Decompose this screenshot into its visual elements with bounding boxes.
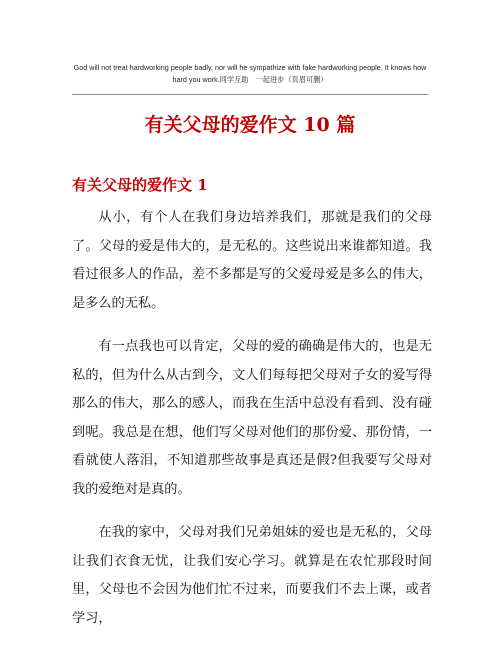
- body-text: [72, 204, 432, 648]
- header-divider: [72, 94, 428, 95]
- paragraph: 有一点我也可以肯定，父母的爱的确确是伟大的，也是无私的，但为什么从古到今，文人们每每把父母对子女的爱写得那么的伟大，那么的感人，而我在生活中总没有看到、没有碰到呢。我总是在想，他们写父母对他们的那份爱、那份情，一看就使人落泪，不知道那些故事是真还是假?但我要写父母对我的爱绝对是真的。: [72, 339, 432, 497]
- page-header-note: God will not treat hardworking people badly, nor will he sympathize with fake hardworking people. It knows how hard you work.同学互助 一起进步（页眉可删）: [73, 63, 427, 84]
- section-heading: 有关父母的爱作文 1: [72, 176, 208, 194]
- paragraph: 在我的家中，父母对我们兄弟姐妹的爱也是无私的，父母让我们衣食无忧，让我们安心学习。就算是在农忙那段时间里，父母也不会因为他们忙不过来，而要我们不去上课，或者学习，: [72, 525, 432, 626]
- paragraph: 从小，有个人在我们身边培养我们，那就是我们的父母了。父母的爱是伟大的，是无私的。这些说出来谁都知道。我看过很多人的作品，差不多都是写的父爱母爱是多么的伟大，是多么的无私。: [72, 210, 432, 311]
- document-title: 有关父母的爱作文 10 篇: [144, 114, 356, 136]
